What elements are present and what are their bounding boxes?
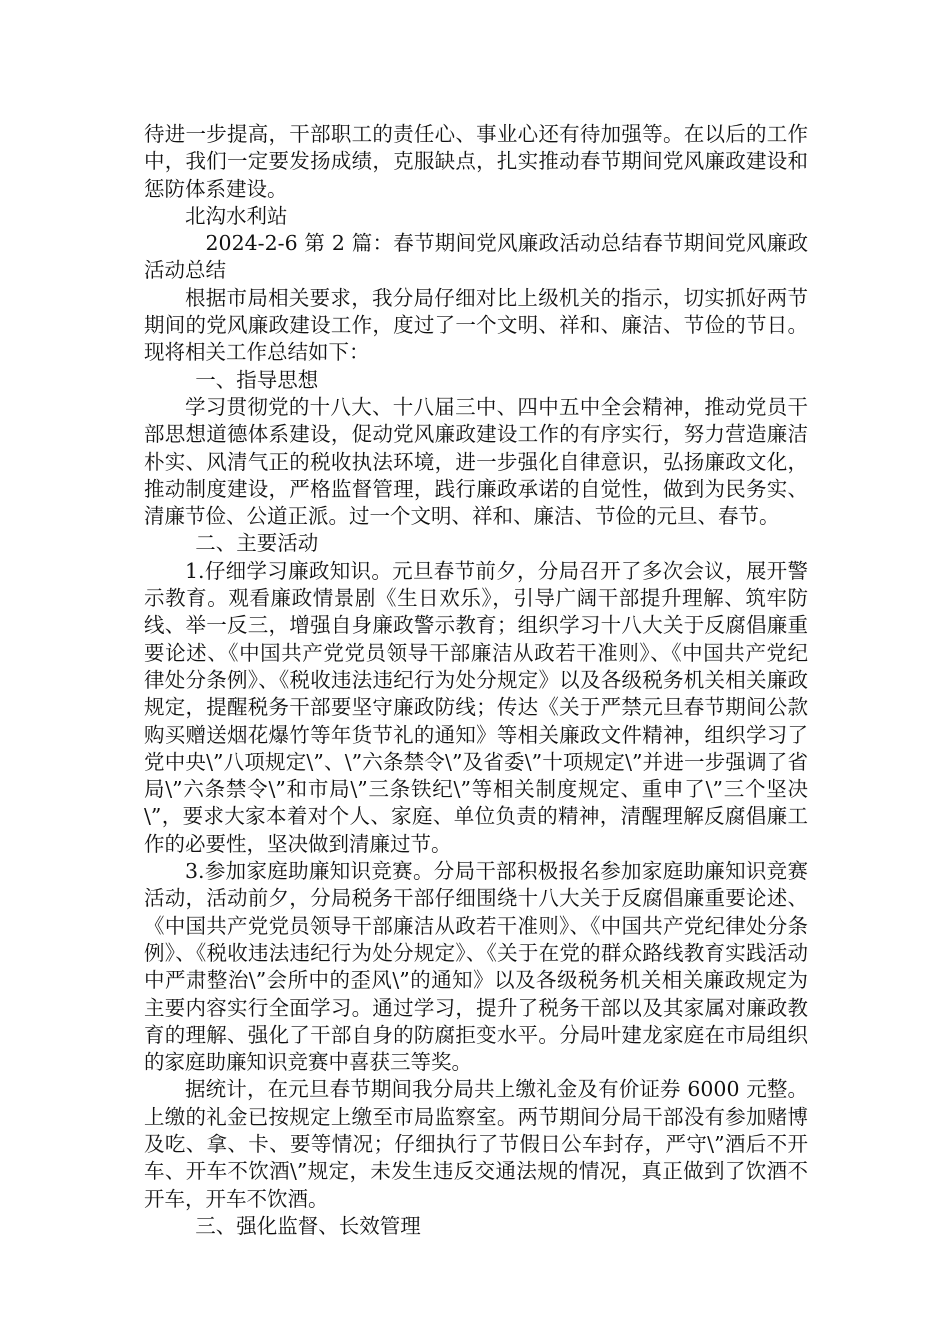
paragraph-intro: 根据市局相关要求，我分局仔细对比上级机关的指示，切实抓好两节期间的党风廉政建设工作，度过了一个文明、祥和、廉洁、节俭的节日。现将相关工作总结如下：	[144, 285, 808, 365]
paragraph-activity-1: 1.仔细学习廉政知识。元旦春节前夕，分局召开了多次会议，展开警示教育。观看廉政情景剧《生日欢乐》，引导广阔干部提升理解、筑牢防线、举一反三，增强自身廉政警示教育；组织学习十八大关于反腐倡廉重要论述、《中国共产党党员领导干部廉洁从政若干准则》、《中国共产党纪律处分条例》、《税收违法违纪行为处分规定》以及各级税务机关相关廉政规定，提醒税务干部要坚守廉政防线；传达《关于严禁元旦春节期间公款购买赠送烟花爆竹等年货节礼的通知》等相关廉政文件精神，组织学习了党中央\”八项规定\”、\”六条禁令\”及省委\”十项规定\”并进一步强调了省局\”六条禁令\”和市局\”三条铁纪\”等相关制度规定、重申了\”三个坚决\”，要求大家本着对个人、家庭、单位负责的精神，清醒理解反腐倡廉工作的必要性，坚决做到清廉过节。	[144, 558, 808, 856]
section-heading-main-activities: 二、主要活动	[195, 531, 319, 556]
section-heading-supervision: 三、强化监督、长效管理	[195, 1213, 421, 1238]
paragraph-continuation: 待进一步提高，干部职工的责任心、事业心还有待加强等。在以后的工作中，我们一定要发扬成绩，克服缺点，扎实推动春节期间党风廉政建设和惩防体系建设。	[144, 122, 808, 201]
section-heading-guiding-thought: 一、指导思想	[195, 367, 319, 392]
paragraph-signature: 北沟水利站	[185, 203, 288, 228]
paragraph-statistics: 据统计，在元旦春节期间我分局共上缴礼金及有价证券 6000 元整。上缴的礼金已按规定上缴至市局监察室。两节期间分局干部没有参加赌博及吃、拿、卡、要等情况；仔细执行了节假日公车封存，严守\”酒后不开车、开车不饮酒\”规定，未发生违反交通法规的情况，真正做到了饮酒不开车，开车不饮酒。	[144, 1077, 808, 1211]
paragraph-activity-3: 3.参加家庭助廉知识竞赛。分局干部积极报名参加家庭助廉知识竞赛活动，活动前夕，分局税务干部仔细围绕十八大关于反腐倡廉重要论述、《中国共产党党员领导干部廉洁从政若干准则》、《中国共产党纪律处分条例》、《税收违法违纪行为处分规定》、《关于在党的群众路线教育实践活动中严肃整治\”会所中的歪风\”的通知》以及各级税务机关相关廉政规定为主要内容实行全面学习。通过学习，提升了税务干部以及其家属对廉政教育的理解、强化了干部自身的防腐拒变水平。分局叶建龙家庭在市局组织的家庭助廉知识竞赛中喜获三等奖。	[144, 859, 808, 1075]
document-page	[144, 121, 808, 1240]
paragraph-date-title: 2024-2-6 第 2 篇：春节期间党风廉政活动总结春节期间党风廉政活动总结	[144, 231, 808, 283]
paragraph-guiding-thought: 学习贯彻党的十八大、十八届三中、四中五中全会精神，推动党员干部思想道德体系建设，促动党风廉政建设工作的有序实行，努力营造廉洁朴实、风清气正的税收执法环境，进一步强化自律意识，弘扬廉政文化，推动制度建设，严格监督管理，践行廉政承诺的自觉性，做到为民务实、清廉节俭、公道正派。过一个文明、祥和、廉洁、节俭的元旦、春节。	[144, 394, 808, 529]
